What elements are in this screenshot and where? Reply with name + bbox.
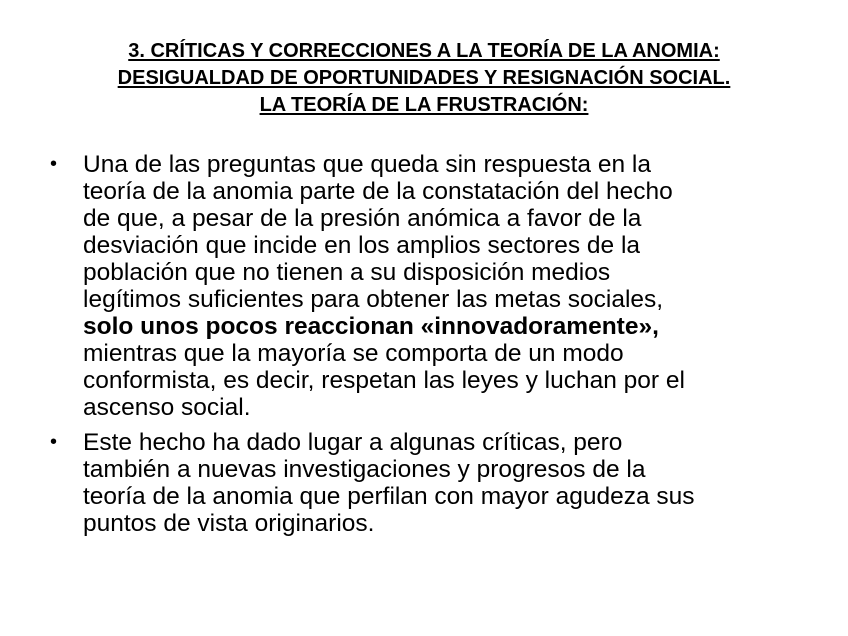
bullet-icon: • — [50, 153, 58, 175]
bullet-2-line-4: puntos de vista originarios. — [83, 510, 375, 537]
bullet-1-line-8: mientras que la mayoría se comporta de un modo — [83, 340, 624, 367]
bullet-1-line-6: legítimos suficientes para obtener las metas sociales, — [83, 286, 664, 313]
bullet-1-line-1: Una de las preguntas que queda sin respuesta en la — [83, 151, 651, 178]
title-line-1: 3. CRÍTICAS Y CORRECCIONES A LA TEORÍA DE LA ANOMIA: — [128, 40, 720, 62]
bullet-list — [50, 151, 800, 545]
bullet-2-line-2: también a nuevas investigaciones y progresos de la — [83, 456, 646, 483]
bullet-1-line-9: conformista, es decir, respetan las leyes y luchan por el — [83, 367, 685, 394]
bullet-2-line-3: teoría de la anomia que perfilan con mayor agudeza sus — [83, 483, 695, 510]
bullet-1-line-2: teoría de la anomia parte de la constatación del hecho — [83, 178, 673, 205]
slide-title — [40, 38, 808, 119]
bullet-icon: • — [50, 431, 58, 453]
bullet-1-line-4: desviación que incide en los amplios sectores de la — [83, 232, 641, 259]
bullet-item-2 — [50, 429, 800, 537]
bullet-1-line-5: población que no tienen a su disposición medios — [83, 259, 611, 286]
bullet-1-line-10: ascenso social. — [83, 394, 251, 421]
title-line-3: LA TEORÍA DE LA FRUSTRACIÓN: — [259, 94, 589, 116]
bullet-2-line-1: Este hecho ha dado lugar a algunas críticas, pero — [83, 429, 623, 456]
bullet-1-line-3: de que, a pesar de la presión anómica a favor de la — [83, 205, 642, 232]
title-line-2: DESIGUALDAD DE OPORTUNIDADES Y RESIGNACIÓN SOCIAL. — [117, 67, 731, 89]
bullet-item-1 — [50, 151, 800, 421]
bullet-1-line-7-emphasis: solo unos pocos reaccionan «innovadoramente», — [83, 313, 659, 340]
